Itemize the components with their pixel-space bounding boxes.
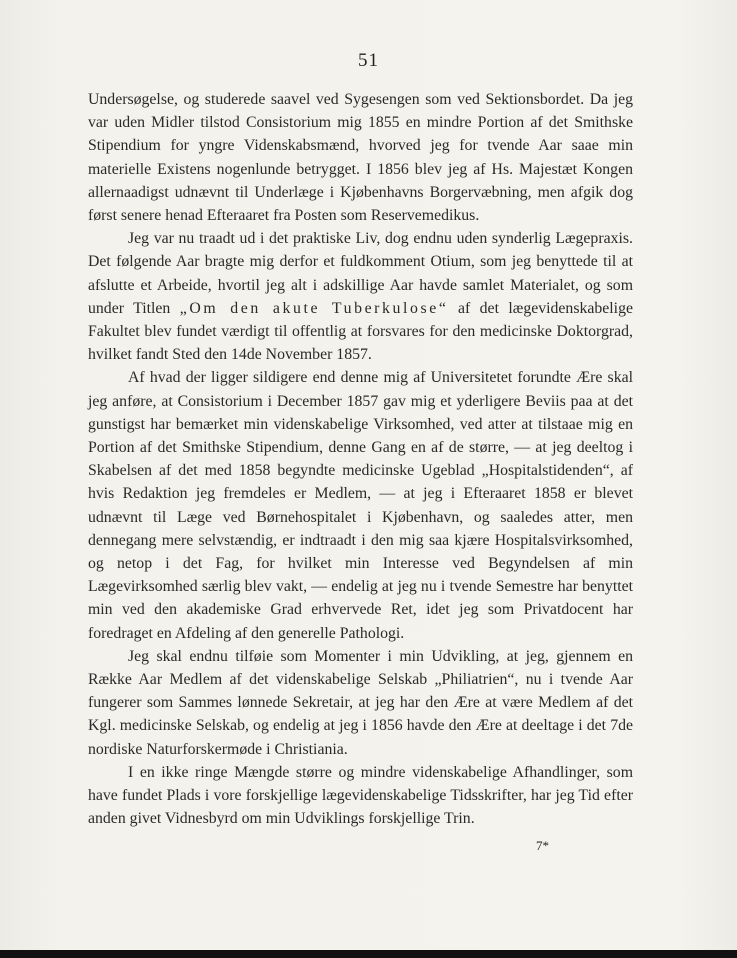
paragraph-5: I en ikke ringe Mængde større og mindre videnskabelige Afhandlinger, som have fundet Plads i vore forskjellige lægevidenskabelige Tidsskrifter, har jeg Tid efter anden givet Vidnesbyrd om min Udviklings forskjellige Trin. bbox=[88, 763, 633, 828]
printer-signature-mark: 7* bbox=[536, 838, 549, 853]
page-number: 51 bbox=[358, 50, 379, 71]
paragraph-4: Jeg skal endnu tilføie som Momenter i min Udvikling, at jeg, gjennem en Række Aar Medlem af det videnskabelige Selskab „Philiatrien“, nu i tvende Aar fungerer som Sammes lønnede Sekretair, at jeg har den Ære at være Medlem af det Kgl. medicinske Selskab, og endelig at jeg i 1856 havde den Ære at deeltage i det 7de nordiske Naturforskermøde i Christiania. bbox=[88, 647, 633, 758]
paragraph-2 bbox=[88, 227, 633, 366]
text-body bbox=[88, 88, 633, 831]
scan-edge-bar bbox=[0, 950, 737, 958]
paragraph-2-text-b: af det lægevidenskabelige Fakultet blev fundet værdigt til offentlig at forsvares for den medicinske Doktorgrad, hvilket fandt Sted den 14de November 1857. bbox=[88, 299, 633, 364]
dissertation-title: „Om den akute Tuberkulose“ bbox=[179, 299, 449, 317]
paragraph-2-text-a: Jeg var nu traadt ud i det praktiske Liv, dog endnu uden synderlig Lægepraxis. Det følgende Aar bragte mig derfor et fuldkomment Otium, som jeg benyttede til at afslutte et Arbeide, hvortil jeg alt i adskillige Aar havde samlet Materialet, og som under Titlen bbox=[88, 230, 633, 317]
paragraph-1: Undersøgelse, og studerede saavel ved Sygesengen som ved Sektionsbordet. Da jeg var uden Midler tilstod Consistorium mig 1855 en mindre Portion af det Smithske Stipendium for yngre Videnskabsmænd, hvorved jeg for tvende Aar saae min materielle Existens nogenlunde betrygget. I 1856 blev jeg af Hs. Majestæt Kongen allernaadigst udnævnt til Underlæge i Kjøbenhavns Borgervæbning, men afgik dog først senere henad Efteraaret fra Posten som Reservemedikus. bbox=[88, 91, 633, 225]
paragraph-3: Af hvad der ligger sildigere end denne mig af Universitetet forundte Ære skal jeg anføre, at Consistorium i December 1857 gav mig et yderligere Beviis paa at det gunstigst har bemærket min videnskabelige Virksomhed, ved atter at tilstaae mig en Portion af det Smithske Stipendium, denne Gang en af de større, — at jeg deeltog i Skabelsen af det med 1858 begyndte medicinske Ugeblad „Hospitalstidenden“, af hvis Redaktion jeg fremdeles er Medlem, — at jeg i Efteraaret 1858 er blevet udnævnt til Læge ved Børnehospitalet i Kjøbenhavn, og saaledes atter, men dennegang mere selvstændig, er indtraadt i den mig saa kjære Hospitalsvirksomhed, og netop i det Fag, for hvilket min Interesse ved Begyndelsen af min Lægevirksomhed særlig blev vakt, — endelig at jeg nu i tvende Semestre har benyttet min ved den akademiske Grad erhvervede Ret, idet jeg som Privatdocent har foredraget en Afdeling af den generelle Pathologi. bbox=[88, 369, 633, 642]
